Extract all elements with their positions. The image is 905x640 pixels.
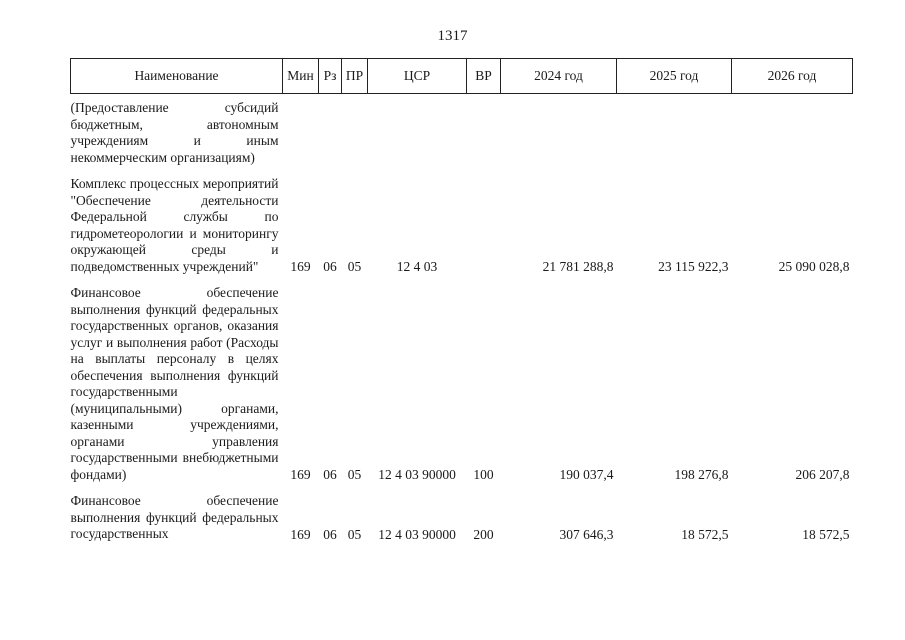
table-row xyxy=(71,94,853,171)
row-csr xyxy=(368,94,467,171)
row-rz: 06 xyxy=(323,259,337,274)
row-2026: 18 572,5 xyxy=(802,526,850,542)
row-min: 169 xyxy=(290,467,311,482)
row-rz xyxy=(319,94,342,171)
row-2024: 190 037,4 xyxy=(559,467,614,482)
row-2025: 23 115 922,3 xyxy=(658,259,729,274)
table-row xyxy=(71,279,853,487)
row-2025: 18 572,5 xyxy=(681,526,729,542)
row-pr xyxy=(342,94,368,171)
row-2024: 21 781 288,8 xyxy=(542,259,614,274)
row-pr: 05 xyxy=(347,259,362,274)
row-name: (Предоставление субсидий бюджетным, автономным учреждениям и иным некоммерческим организациям) xyxy=(70,100,279,165)
row-2024 xyxy=(501,94,617,171)
row-min xyxy=(283,94,319,171)
col-header-2024: 2024 год xyxy=(501,59,617,94)
row-name: Комплекс процессных мероприятий "Обеспечение деятельности Федеральной службы по гидрометеорологии и мониторингу окружающей среды и подведомственных учреждений" xyxy=(70,176,279,274)
col-header-2025: 2025 год xyxy=(617,59,732,94)
row-csr: 12 4 03 xyxy=(396,259,438,274)
row-2024: 307 646,3 xyxy=(559,526,614,542)
col-header-2026: 2026 год xyxy=(732,59,853,94)
table-row xyxy=(71,487,853,547)
table-row xyxy=(71,170,853,279)
col-header-csr: ЦСР xyxy=(368,59,467,94)
row-min: 169 xyxy=(290,259,311,274)
col-header-rz: Рз xyxy=(319,59,342,94)
row-2026: 206 207,8 xyxy=(795,467,850,482)
row-vr: 100 xyxy=(473,467,494,482)
row-vr xyxy=(467,94,501,171)
row-name: Финансовое обеспечение выполнения функций федеральных государственных xyxy=(70,493,279,541)
row-rz: 06 xyxy=(323,467,337,482)
row-2025 xyxy=(617,94,732,171)
row-vr: 200 xyxy=(473,526,494,542)
row-csr: 12 4 03 90000 xyxy=(378,526,456,542)
col-header-min: Мин xyxy=(283,59,319,94)
row-csr: 12 4 03 90000 xyxy=(378,467,456,482)
col-header-pr: ПР xyxy=(342,59,368,94)
row-pr: 05 xyxy=(347,526,362,542)
budget-table xyxy=(70,58,853,547)
row-pr: 05 xyxy=(347,467,362,482)
table-header-row xyxy=(71,59,853,94)
page-number: 1317 xyxy=(437,28,468,44)
row-2026: 25 090 028,8 xyxy=(778,259,850,274)
row-rz: 06 xyxy=(323,526,337,542)
row-name: Финансовое обеспечение выполнения функций федеральных государственных органов, оказания услуг и выполнения работ (Расходы на выплаты персоналу в целях обеспечения выполнения функций государственными (муниципальными) органами, казенными учреждениями, органами управления государственными внебюджетными фондами) xyxy=(70,285,279,482)
col-header-name: Наименование xyxy=(71,59,283,94)
row-vr xyxy=(467,170,501,279)
row-2026 xyxy=(732,94,853,171)
row-min: 169 xyxy=(290,526,311,542)
col-header-vr: ВР xyxy=(467,59,501,94)
row-2025: 198 276,8 xyxy=(674,467,729,482)
